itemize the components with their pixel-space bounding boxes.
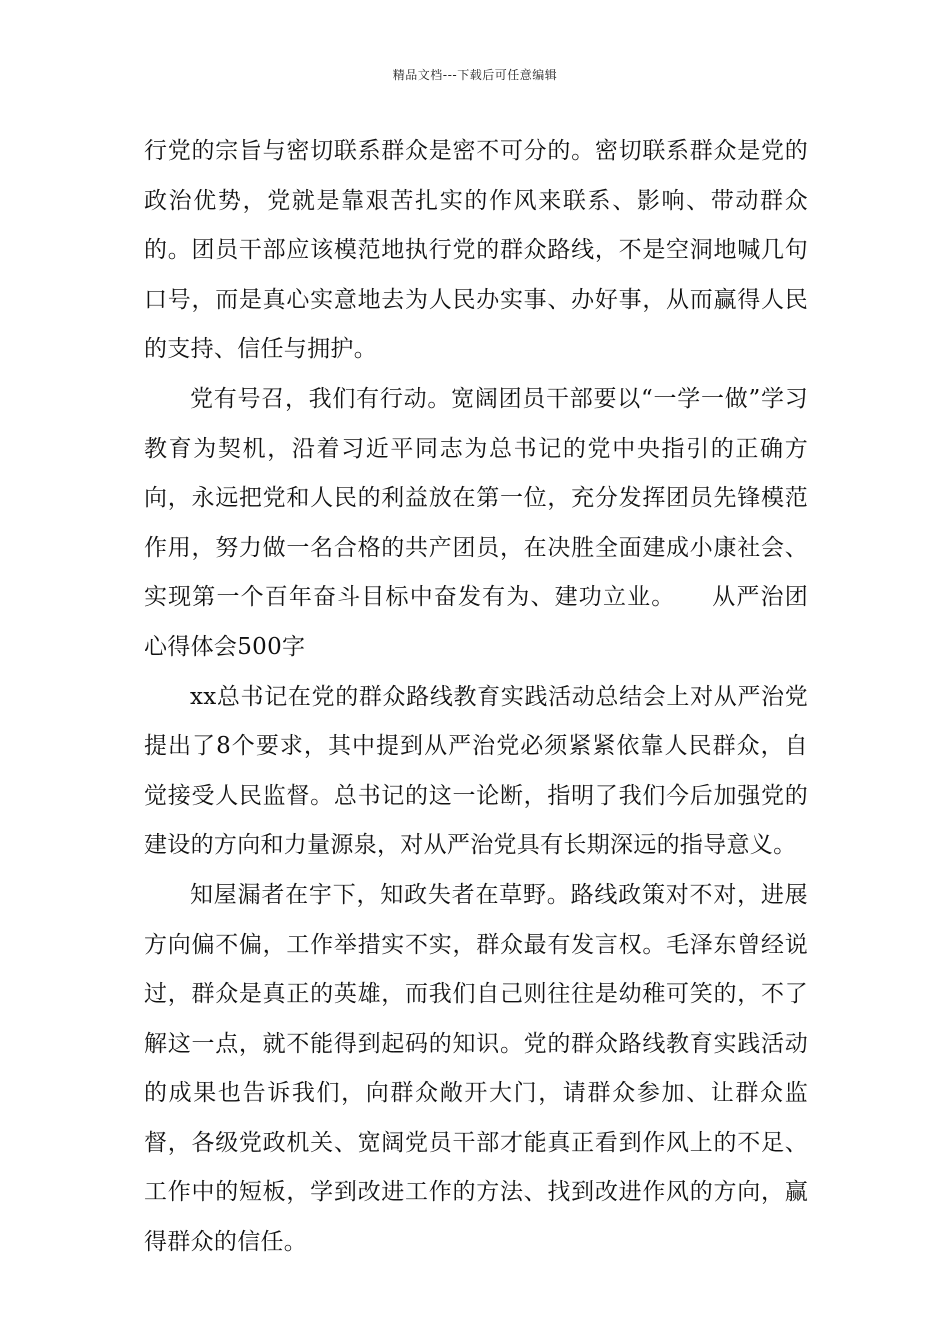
page-header: 精品文档---下载后可任意编辑 [392,68,558,82]
document-body [144,127,808,1268]
paragraph-continuation: 行党的宗旨与密切联系群众是密不可分的。密切联系群众是党的政治优势，党就是靠艰苦扎实的作风来联系、影响、带动群众的。团员干部应该模范地执行党的群众路线，不是空洞地喊几句口号，而是真心实意地去为人民办实事、办好事，从而赢得人民的支持、信任与拥护。 [144,138,808,363]
paragraph-call-to-action: 党有号召，我们有行动。宽阔团员干部要以“一学一做”学习教育为契机，沿着习近平同志为总书记的党中央指引的正确方向，永远把党和人民的利益放在第一位，充分发挥团员先锋模范作用，努力做一名合格的共产团员，在决胜全面建成小康社会、实现第一个百年奋斗目标中奋发有为、建功立业。 从严治团心得体会500字 [144,385,808,660]
paragraph-general-secretary-requirements: xx总书记在党的群众路线教育实践活动总结会上对从严治党提出了8个要求，其中提到从严治党必须紧紧依靠人民群众，自觉接受人民监督。总书记的这一论断，指明了我们今后加强党的建设的方向和力量源泉，对从严治党具有长期深远的指导意义。 [144,683,808,859]
paragraph-mass-line: 知屋漏者在宇下，知政失者在草野。路线政策对不对，进展方向偏不偏，工作举措实不实，群众最有发言权。毛泽东曾经说过，群众是真正的英雄，而我们自己则往往是幼稚可笑的，不了解这一点，就不能得到起码的知识。党的群众路线教育实践活动的成果也告诉我们，向群众敞开大门，请群众参加、让群众监督，各级党政机关、宽阔党员干部才能真正看到作风上的不足、工作中的短板，学到改进工作的方法、找到改进作风的方向，赢得群众的信任。 [144,881,808,1256]
